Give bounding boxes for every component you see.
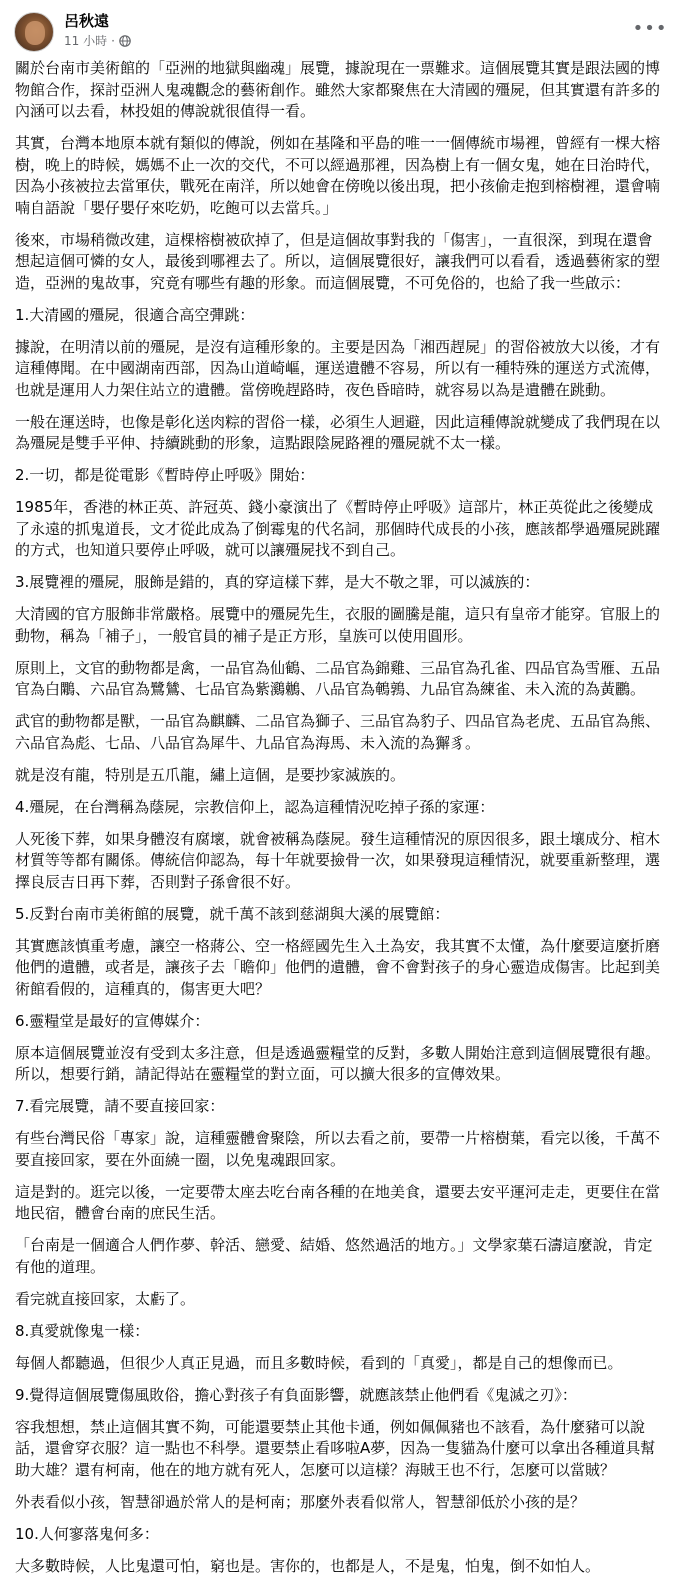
post-paragraph: 「台南是一個適合人們作夢、幹活、戀愛、結婚、悠然過活的地方。」文學家葉石濤這麼說，肯定有他的道理。	[15, 1236, 653, 1276]
post-paragraph: 大清國的官方服飾非常嚴格。展覽中的殭屍先生，衣服的圖騰是龍，這只有皇帝才能穿。官服上的動物，稱為「補子」，一般官員的補子是正方形，皇族可以使用圓形。	[15, 605, 661, 645]
post-paragraph: 9.覺得這個展覽傷風敗俗，擔心對孩子有負面影響，就應該禁止他們看《鬼滅之刃》：	[15, 1385, 577, 1404]
post-paragraph: 6.靈糧堂是最好的宣傳媒介：	[15, 1011, 210, 1030]
meta-separator: ·	[111, 34, 115, 48]
globe-icon[interactable]	[119, 35, 131, 47]
post-timestamp[interactable]: 11 小時	[64, 34, 108, 48]
post-meta	[64, 33, 131, 49]
post-body	[15, 58, 664, 1588]
post-header	[0, 0, 678, 58]
more-options-button[interactable]: •••	[632, 17, 668, 39]
post-paragraph: 2.一切，都是從電影《暫時停止呼吸》開始：	[15, 466, 315, 484]
post-paragraph: 外表看似小孩，智慧卻過於常人的是柯南；那麼外表看似常人，智慧卻低於小孩的是？	[15, 1492, 586, 1511]
post-paragraph: 其實應該慎重考慮，讓空一格蔣公、空一格經國先生入土為安，我其實不太懂，為什麼要這麼折磨他們的遺體，或者是，讓孩子去「瞻仰」他們的遺體，會不會對孩子的身心靈造成傷害。比起到美術館看假的，這種真的，傷害更大吧？	[15, 936, 661, 998]
post-paragraph: 人死後下葬，如果身體沒有腐壞，就會被稱為蔭屍。發生這種情況的原因很多，跟土壤成分、棺木材質等等都有關係。傳統信仰認為，每十年就要撿骨一次，如果發現這種情況，就要重新整理，選擇良辰吉日再下葬，否則對子孫會很不好。	[15, 829, 661, 891]
post-paragraph: 這是對的。逛完以後，一定要帶太座去吃台南各種的在地美食，還要去安平運河走走，更要住在當地民宿，體會台南的庶民生活。	[15, 1182, 661, 1222]
post-paragraph: 每個人都聽過，但很少人真正見過，而且多數時候，看到的「真愛」，都是自己的想像而已。	[15, 1353, 623, 1372]
post-paragraph: 一般在運送時，也像是彰化送肉粽的習俗一樣，必須生人迴避，因此這種傳說就變成了我們現在以為殭屍是雙手平伸、持續跳動的形象，這點跟陰屍路裡的殭屍就不太一樣。	[15, 412, 661, 452]
post-paragraph: 容我想想，禁止這個其實不夠，可能還要禁止其他卡通，例如佩佩豬也不該看，為什麼豬可以說話，還會穿衣服？這一點也不科學。還要禁止看哆啦A夢，因為一隻貓為什麼可以拿出各種道具幫助大雄？還有柯南，他在的地方就有死人，怎麼可以這樣？海賊王也不行，怎麼可以當賊？	[15, 1417, 656, 1479]
post-paragraph: 看完就直接回家，太虧了。	[15, 1289, 196, 1308]
post-paragraph: 武官的動物都是獸，一品官為麒麟、二品官為獅子、三品官為豹子、四品官為老虎、五品官為熊、六品官為彪、七品、八品官為犀牛、九品官為海馬、未入流的為獬豸。	[15, 712, 661, 752]
post-paragraph: 其實，台灣本地原本就有類似的傳說，例如在基隆和平島的唯一一個傳統市場裡，曾經有一棵大榕樹，晚上的時候，媽媽不止一次的交代，不可以經過那裡，因為樹上有一個女鬼，她在日治時代，因為小孩被拉去當軍伕，戰死在南洋，所以她會在傍晚以後出現，把小孩偷走抱到榕樹裡，還會喃喃自語說「嬰仔嬰仔來吃奶，吃飽可以去當兵。」	[15, 134, 661, 217]
post-paragraph: 原則上，文官的動物都是禽，一品官為仙鶴、二品官為錦雞、三品官為孔雀、四品官為雪雁、五品官為白鷴、六品官為鷺鷥、七品官為紫鸂鶒、八品官為鵪鶉、九品官為練雀、未入流的為黃鸝。	[15, 658, 661, 698]
post-paragraph: 大多數時候，人比鬼還可怕，窮也是。害你的，也都是人，不是鬼，怕鬼，倒不如怕人。	[15, 1556, 601, 1575]
post-paragraph: 就是沒有龍，特別是五爪龍，繡上這個，是要抄家滅族的。	[15, 765, 406, 784]
post-paragraph: 10.人何寥落鬼何多：	[15, 1524, 159, 1543]
post-paragraph: 原本這個展覽並沒有受到太多注意，但是透過靈糧堂的反對，多數人開始注意到這個展覽很有趣。所以，想要行銷，請記得站在靈糧堂的對立面，可以擴大很多的宣傳效果。	[15, 1043, 661, 1083]
post-paragraph: 7.看完展覽，請不要直接回家：	[15, 1097, 225, 1115]
post-paragraph: 5.反對台南市美術館的展覽，就千萬不該到慈湖與大溪的展覽館：	[15, 904, 450, 923]
post-paragraph: 3.展覽裡的殭屍，服飾是錯的，真的穿這樣下葬，是大不敬之罪，可以滅族的：	[15, 573, 540, 591]
post-paragraph: 據說，在明清以前的殭屍，是沒有這種形象的。主要是因為「湘西趕屍」的習俗被放大以後，才有這種傳聞。在中國湖南西部，因為山道崎嶇，運送遺體不容易，所以有一種特殊的運送方式流傳，也就是運用人力架住站立的遺體。當傍晚趕路時，夜色昏暗時，就容易以為是遺體在跳動。	[15, 337, 661, 399]
author-name[interactable]: 呂秋遠	[64, 12, 110, 30]
post-paragraph: 8.真愛就像鬼一樣：	[15, 1321, 150, 1340]
post-paragraph: 1.大清國的殭屍，很適合高空彈跳：	[15, 305, 255, 324]
post-paragraph: 有些台灣民俗「專家」說，這種靈體會聚陰，所以去看之前，要帶一片榕樹葉，看完以後，千萬不要直接回家，要在外面繞一圈，以免鬼魂跟回家。	[15, 1129, 661, 1169]
avatar[interactable]	[14, 12, 54, 52]
post-paragraph: 關於台南市美術館的「亞洲的地獄與幽魂」展覽，據說現在一票難求。這個展覽其實是跟法國的博物館合作，探討亞洲人鬼魂觀念的藝術創作。雖然大家都聚焦在大清國的殭屍，但其實還有許多的內涵可以去看，林投姐的傳說就很值得一看。	[15, 59, 661, 120]
post-paragraph: 4.殭屍，在台灣稱為蔭屍，宗教信仰上，認為這種情況吃掉子孫的家運：	[15, 797, 495, 816]
post-paragraph: 後來，市場稍微改建，這棵榕樹被砍掉了，但是這個故事對我的「傷害」，一直很深，到現在還會想起這個可憐的女人，最後到哪裡去了。所以，這個展覽很好，讓我們可以看看，透過藝術家的塑造，亞洲的鬼故事，究竟有哪些有趣的形象。而這個展覽，不可免俗的，也給了我一些啟示：	[15, 230, 661, 292]
post-paragraph: 1985年，香港的林正英、許冠英、錢小豪演出了《暫時停止呼吸》這部片，林正英從此之後變成了永遠的抓鬼道長，文才從此成為了倒霉鬼的代名詞，那個時代成長的小孩，應該都學過殭屍跳躍的方式，也知道只要停止呼吸，就可以讓殭屍找不到自己。	[15, 498, 661, 559]
